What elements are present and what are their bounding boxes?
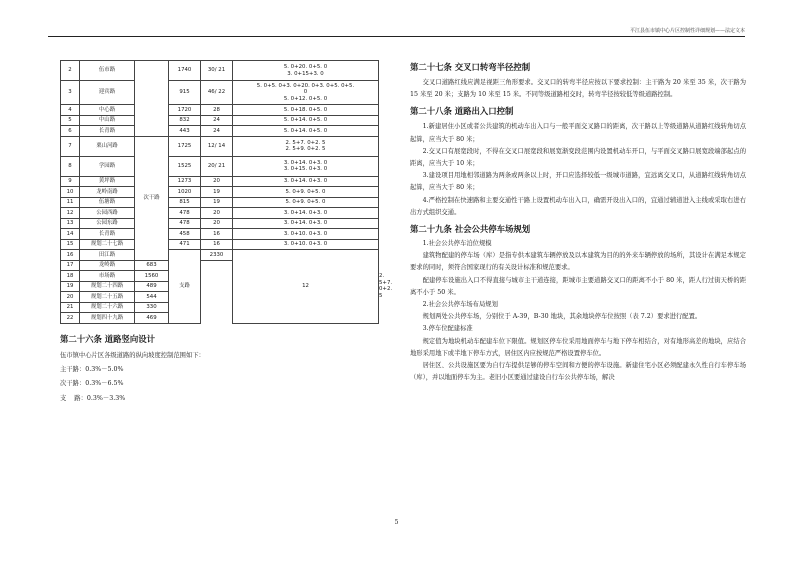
- row-number: 22: [61, 313, 80, 324]
- row-number: 12: [61, 208, 80, 219]
- road-length: 1740: [169, 61, 201, 81]
- table-row: [61, 81, 379, 105]
- road-name: 规划四十九路: [80, 313, 135, 324]
- road-length: 815: [169, 197, 201, 208]
- header-rule: [48, 36, 745, 37]
- row-number: 21: [61, 302, 80, 313]
- section-line: 3. 0+15. 0+3. 0: [283, 166, 328, 172]
- road-width: 20: [201, 176, 233, 187]
- road-length: 832: [169, 115, 201, 126]
- road-width: 19: [201, 187, 233, 198]
- road-width: 16: [201, 229, 233, 240]
- table-row: [61, 197, 379, 208]
- section-line: 5. 0+9. 0+5. 0: [285, 188, 326, 195]
- row-number: 18: [61, 271, 80, 282]
- art29-paragraph: 居住区、公共设施区要为自行车提供足够的停车空间和方便的停车设施。新建住宅小区必须配建永久性自行车停车场（库），并以地面停车为主。老旧小区要通过建设自行车公共停车场，解决: [410, 362, 746, 382]
- road-length: 471: [169, 239, 201, 250]
- road-section: [233, 81, 379, 105]
- art29-title: 第二十九条 社会公共停车场规划: [410, 224, 531, 235]
- row-number: 11: [61, 197, 80, 208]
- row-number: 10: [61, 187, 80, 198]
- art29-paragraph: 建筑物配建的停车场（库）是指专供本建筑车辆停放及以本建筑为目的的外来车辆停放的场所，其设计在满足本规定要求的同时，须符合国家现行的有关设计标准和规范要求。: [410, 252, 746, 272]
- table-row: [61, 115, 379, 126]
- road-name: 规划二十四路: [80, 281, 135, 292]
- row-number: 8: [61, 156, 80, 176]
- road-length: 443: [169, 126, 201, 137]
- table-row: [61, 187, 379, 198]
- row-number: 20: [61, 292, 80, 303]
- road-section: [233, 229, 379, 240]
- section-line: 3. 0+10. 0+3. 0: [283, 230, 328, 237]
- road-length: 1720: [169, 105, 201, 116]
- road-section: [233, 218, 379, 229]
- road-length: 1525: [169, 156, 201, 176]
- road-width: 20/ 21: [201, 156, 233, 176]
- art26-line: 支 路：0.3%－3.3%: [60, 394, 126, 402]
- road-width: 24: [201, 126, 233, 137]
- road-section: [233, 61, 379, 81]
- road-length: 1725: [169, 136, 201, 156]
- table-row: [61, 126, 379, 137]
- art27-text: 交叉口道路红线应满足视距三角形要求。交叉口的转弯半径应按以下要求控制：主干路为 20 米至 35 米，次干路为 15 米至 20 米；支路为 10 米至 15 米。不同等级道路相交时，转弯半径按较低等级道路控制。: [410, 79, 746, 99]
- section-line: 5. 0+14. 0+5. 0: [283, 127, 328, 134]
- road-grade: 支路: [169, 250, 201, 324]
- road-length: 683: [135, 260, 169, 271]
- road-section: [233, 126, 379, 137]
- page-header: [0, 0, 793, 40]
- road-width: 12/ 14: [201, 136, 233, 156]
- row-number: 14: [61, 229, 80, 240]
- road-name: 公园西路: [80, 208, 135, 219]
- art29-subheading: 3.停车位配建标准: [422, 325, 473, 333]
- road-name: 中心路: [80, 105, 135, 116]
- road-width: 20: [201, 208, 233, 219]
- road-name: 公园东路: [80, 218, 135, 229]
- road-section: [233, 156, 379, 176]
- row-number: 15: [61, 239, 80, 250]
- road-length: 489: [135, 281, 169, 292]
- road-name: 长青路: [80, 126, 135, 137]
- road-section: [233, 208, 379, 219]
- art26-line: 主干路：0.3%－5.0%: [60, 365, 124, 373]
- road-section: [233, 239, 379, 250]
- road-grade-cell: [135, 61, 169, 137]
- road-section: [233, 187, 379, 198]
- row-number: 4: [61, 105, 80, 116]
- road-name: 规划二十七路: [80, 239, 135, 250]
- row-number: 19: [61, 281, 80, 292]
- road-name: 黄坪路: [80, 176, 135, 187]
- table-row: [61, 61, 379, 81]
- table-row: [61, 156, 379, 176]
- road-name: 市场路: [80, 271, 135, 282]
- table-row: 16 田江路 支路 2330 12 2. 5+7. 0+2. 5: [61, 250, 379, 261]
- art26-line: 次干路：0.3%－6.5%: [60, 380, 124, 388]
- road-name: 学园路: [80, 156, 135, 176]
- header-title: 平江县伍市镇中心片区控制性详细规划——法定文本: [629, 28, 745, 34]
- road-name: 田江路: [80, 250, 135, 261]
- road-name: 龙岭路: [80, 260, 135, 271]
- road-length: 469: [135, 313, 169, 324]
- road-length: 1273: [169, 176, 201, 187]
- section-line: 5. 0+14. 0+5. 0: [283, 117, 328, 124]
- art28-item: 4.严格控制在快速路和主要交通性干路上设置机动车出入口，确需开设出入口的，宜通过辅道进入主线或采取右进右出方式组织交通。: [410, 196, 746, 216]
- section-line: 3. 0+15+3. 0: [287, 70, 324, 77]
- road-section: [233, 197, 379, 208]
- right-column: [410, 60, 746, 384]
- art29-paragraph: 规划两处公共停车场，分别位于 A-39，B-30 地块，其余地块停车位按照（表 7.2）要求进行配置。: [422, 313, 702, 321]
- section-line: 5. 0+20. 0+5. 0: [283, 64, 328, 71]
- road-width: 28: [201, 105, 233, 116]
- row-number: 17: [61, 260, 80, 271]
- row-number: 6: [61, 126, 80, 137]
- road-length: 1560: [135, 271, 169, 282]
- road-section: [233, 115, 379, 126]
- row-number: 5: [61, 115, 80, 126]
- road-width: 16: [201, 239, 233, 250]
- road-name: 栗山河路: [80, 136, 135, 156]
- road-width: 20: [201, 218, 233, 229]
- art28-item: 3.建设项目用地相邻道路为两条或两条以上时，开口应选择较低一级城市道路，宜远离交叉口，从道路红线转角切点起算，应当大于 80 米；: [410, 172, 746, 192]
- road-section: [233, 176, 379, 187]
- row-number: 13: [61, 218, 80, 229]
- section-line: 3. 0+10. 0+3. 0: [283, 241, 328, 248]
- section-line: 3. 0+14. 0+3. 0: [283, 220, 328, 227]
- road-name: 规划二十五路: [80, 292, 135, 303]
- road-name: 中山路: [80, 115, 135, 126]
- art26-title: 第二十六条 道路竖向设计: [60, 333, 156, 344]
- section-line: 5. 0+18. 0+5. 0: [283, 106, 328, 113]
- road-name: 伍市路: [80, 61, 135, 81]
- table-row: [61, 208, 379, 219]
- row-number: 9: [61, 176, 80, 187]
- table-row: [61, 176, 379, 187]
- road-length: 544: [135, 292, 169, 303]
- page-number: 5: [394, 519, 399, 526]
- road-width: 30/ 21: [201, 61, 233, 81]
- table-row: [61, 239, 379, 250]
- road-length: 330: [135, 302, 169, 313]
- section-line: 2. 5+9. 0+2. 5: [285, 146, 326, 152]
- road-length: 915: [169, 81, 201, 105]
- table-row: [61, 136, 379, 156]
- art29-subheading: 2.社会公共停车场布局规划: [422, 301, 498, 309]
- table-row: [61, 218, 379, 229]
- art28-item: 1.新建居住小区或者公共建筑的机动车出入口与一般平面交叉路口的距离，次干路以上等级道路从道路红线转角切点起算，应当大于 80 米；: [410, 123, 746, 143]
- road-section: [233, 105, 379, 116]
- road-name: 迎宾路: [80, 81, 135, 105]
- road-name: 龙岭南路: [80, 187, 135, 198]
- section-line: 3. 0+14. 0+3. 0: [283, 209, 328, 216]
- road-table: [60, 60, 393, 324]
- art29-paragraph: 规定值为地块机动车配建车位下限值。规划区停车位采用地面停车与地下停车相结合，对有地形高差的地块，应结合地形采用地下或半地下停车方式，居住区内应按规范严格设置停车位。: [410, 337, 746, 357]
- art27-title: 第二十七条 交叉口转弯半径控制: [410, 62, 531, 72]
- art28-title: 第二十八条 道路出入口控制: [410, 106, 514, 117]
- art29-subheading: 1.社会公共停车泊位规模: [422, 240, 492, 248]
- road-length: 478: [169, 208, 201, 219]
- table-row: [61, 229, 379, 240]
- road-section: [233, 136, 379, 156]
- road-name: 伍塘路: [80, 197, 135, 208]
- road-name: 长青路: [80, 229, 135, 240]
- row-number: 7: [61, 136, 80, 156]
- left-column: [60, 60, 393, 406]
- road-length: 458: [169, 229, 201, 240]
- road-width: 19: [201, 197, 233, 208]
- road-width: 46/ 22: [201, 81, 233, 105]
- section-line: 3. 0+14. 0+3. 0: [283, 178, 328, 185]
- table-row: [61, 105, 379, 116]
- art28-item: 2.交叉口有展宽段时，不得在交叉口展宽段和展宽渐变段范围内设置机动车开口，与平面交叉路口展宽段端部起点的距离，应当大于 10 米；: [410, 147, 746, 168]
- section-line: 5. 0+9. 0+5. 0: [285, 199, 326, 206]
- row-number: 2: [61, 61, 80, 81]
- art26-intro: 伍市镇中心片区各级道路的纵向坡度控制范围如下：: [60, 351, 205, 359]
- row-number: 3: [61, 81, 80, 105]
- road-grade: 次干路: [135, 136, 169, 260]
- road-length: 1020: [169, 187, 201, 198]
- section-line: 3. 0+14. 0+3. 0: [283, 159, 328, 166]
- road-width: 12: [233, 250, 379, 324]
- section-line: 5. 0+12. 0+5. 0: [283, 95, 328, 102]
- road-length: 478: [169, 218, 201, 229]
- road-name: 规划二十六路: [80, 302, 135, 313]
- row-number: 16: [61, 250, 80, 261]
- road-width: 24: [201, 115, 233, 126]
- section-line: 2. 5+7. 0+2. 5: [285, 139, 326, 146]
- section-line: 0: [303, 89, 308, 96]
- road-length: 2330: [201, 250, 233, 261]
- art29-paragraph: 配建停车设施出入口不得直接与城市主干道连接，距城市主要道路交叉口的距离不小于 80 米，距人行过街天桥的距离不小于 50 米。: [410, 276, 746, 296]
- section-line: 5. 0+5. 0+3. 0+20. 0+3. 0+5. 0+5.: [256, 82, 355, 89]
